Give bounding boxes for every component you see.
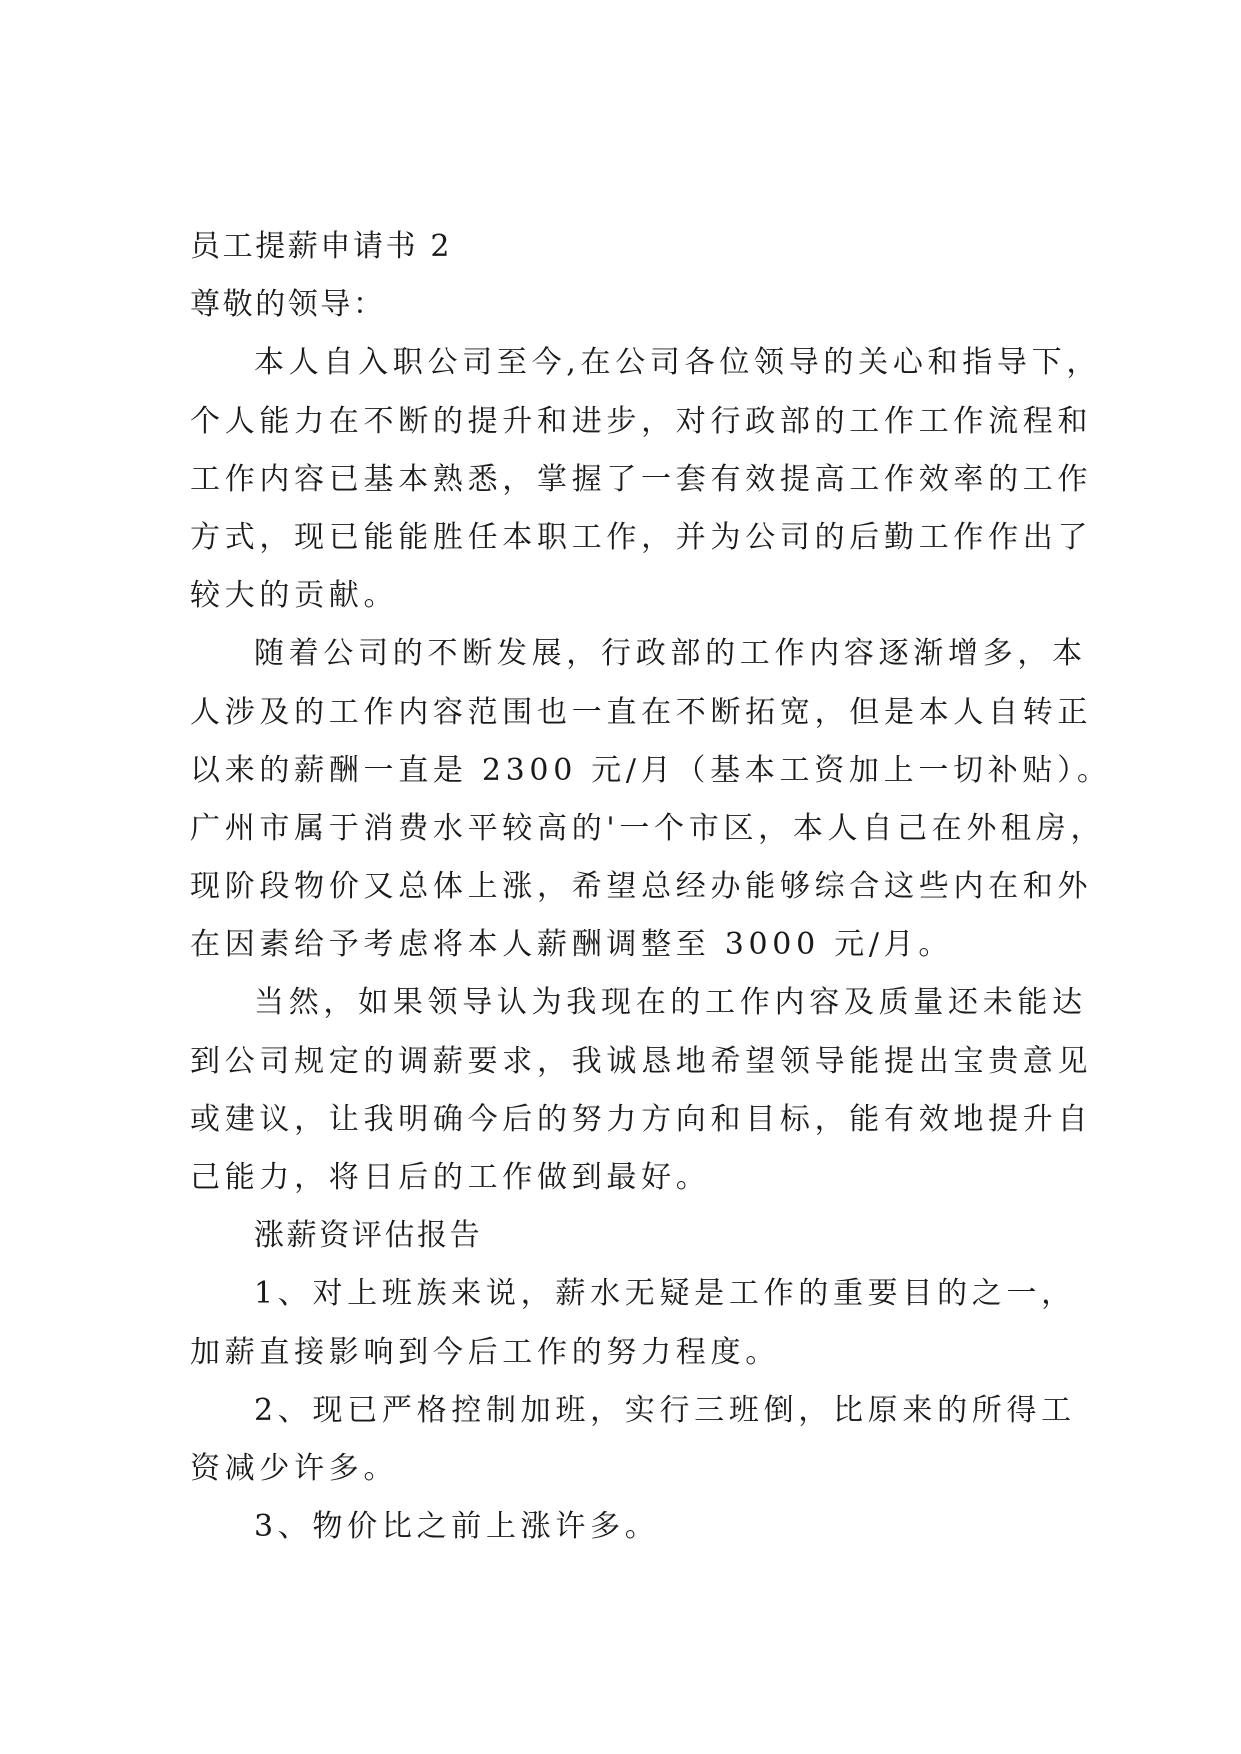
report-item-2-line: 2、现已严格控制加班，实行三班倒，比原来的所得工 bbox=[254, 1392, 1076, 1428]
paragraph-3-line: 到公司规定的调薪要求，我诚恳地希望领导能提出宝贵意见 bbox=[190, 1043, 1093, 1079]
paragraph-2-line: 人涉及的工作内容范围也一直在不断拓宽，但是本人自转正 bbox=[190, 694, 1093, 730]
report-item-1-line: 加薪直接影响到今后工作的努力程度。 bbox=[190, 1334, 780, 1370]
paragraph-1-line: 个人能力在不断的提升和进步，对行政部的工作工作流程和 bbox=[190, 403, 1093, 439]
paragraph-1-line: 较大的贡献。 bbox=[190, 578, 399, 614]
paragraph-2-line: 以来的薪酬一直是 2300 元/月（基本工资加上一切补贴）。 bbox=[190, 752, 1112, 788]
paragraph-2-line: 在因素给予考虑将本人薪酬调整至 3000 元/月。 bbox=[190, 927, 954, 963]
report-heading: 涨薪资评估报告 bbox=[254, 1218, 483, 1254]
paragraph-1-line: 工作内容已基本熟悉，掌握了一套有效提高工作效率的工作 bbox=[190, 461, 1093, 497]
report-item-1-line: 1、对上班族来说，薪水无疑是工作的重要目的之一， bbox=[254, 1276, 1076, 1312]
salutation: 尊敬的领导： bbox=[190, 287, 386, 323]
document-title: 员工提薪申请书 2 bbox=[190, 229, 453, 264]
report-item-2-line: 资减少许多。 bbox=[190, 1450, 399, 1486]
paragraph-1-line: 方式，现已能能胜任本职工作，并为公司的后勤工作作出了 bbox=[190, 519, 1093, 555]
paragraph-3-line: 当然，如果领导认为我现在的工作内容及质量还未能达 bbox=[254, 985, 1087, 1021]
paragraph-3-line: 己能力，将日后的工作做到最好。 bbox=[190, 1160, 711, 1195]
paragraph-2-line: 随着公司的不断发展，行政部的工作内容逐渐增多，本 bbox=[254, 636, 1087, 672]
document-body bbox=[190, 218, 1112, 1556]
paragraph-3-line: 或建议，让我明确今后的努力方向和目标，能有效地提升自 bbox=[190, 1101, 1093, 1137]
report-item-3-line: 3、物价比之前上涨许多。 bbox=[254, 1509, 660, 1545]
paragraph-2-line: 现阶段物价又总体上涨，希望总经办能够综合这些内在和外 bbox=[190, 869, 1093, 905]
paragraph-2-line: 广州市属于消费水平较高的'一个市区，本人自己在外租房， bbox=[190, 810, 1106, 846]
paragraph-1-line: 本人自入职公司至今,在公司各位领导的关心和指导下， bbox=[254, 345, 1102, 381]
